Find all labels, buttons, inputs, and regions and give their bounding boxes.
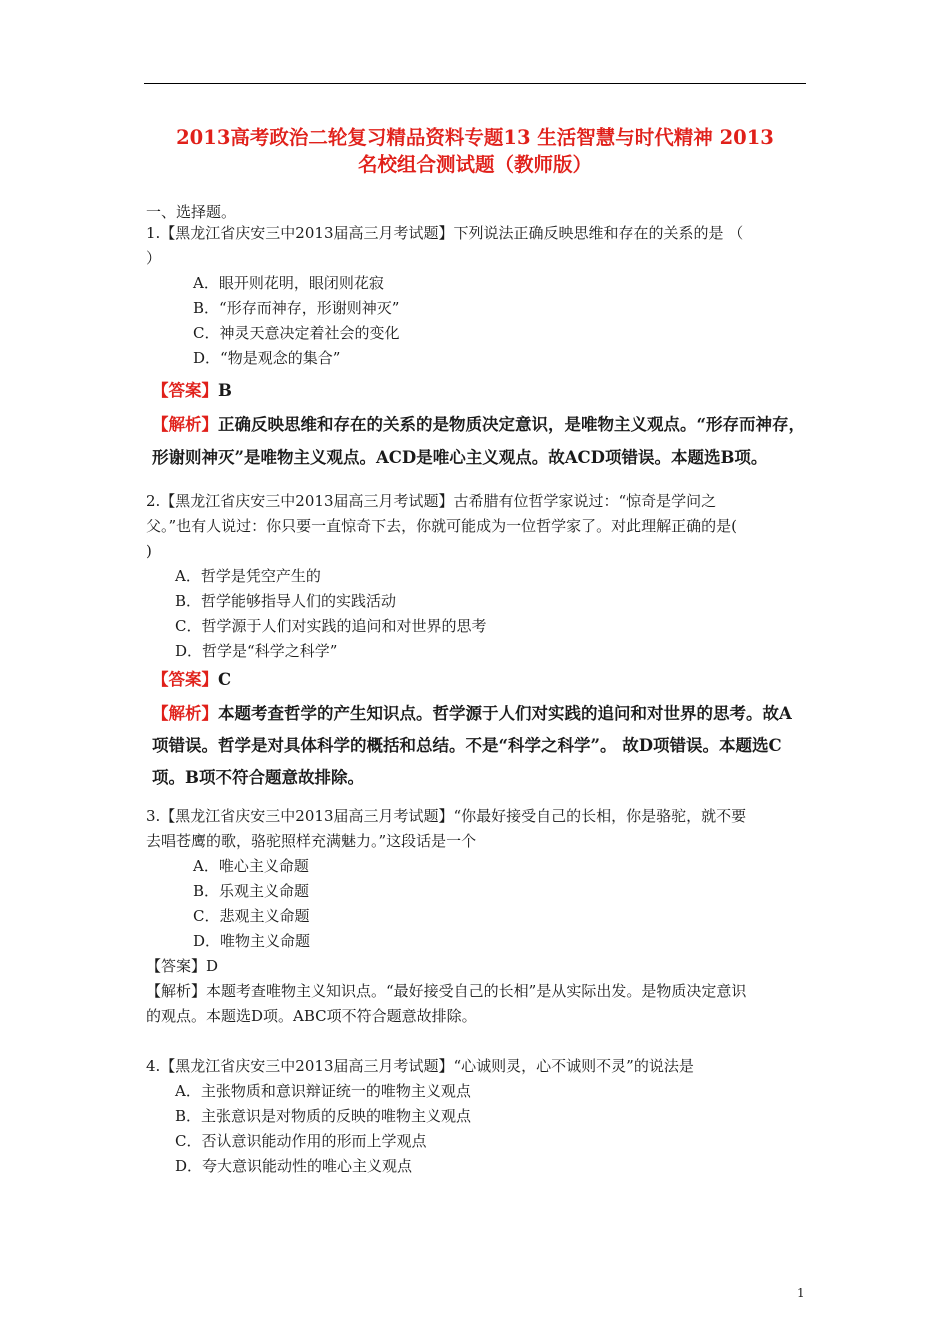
q4-option-c: C．否认意识能动作用的形而上学观点 [175,1132,427,1150]
q2-answer-value: C [218,670,232,689]
q3-option-d: D．唯物主义命题 [193,932,311,950]
q2-option-d: D．哲学是“科学之科学” [175,642,338,660]
q1-answer-value: B [218,381,232,400]
q2-analysis-line1 [152,704,792,724]
q1-analysis-line2: 形谢则神灭”是唯物主义观点。ACD是唯心主义观点。故ACD项错误。本题选B项。 [152,448,768,467]
section-heading: 一、选择题。 [146,203,237,221]
q1-answer-label: 【答案】 [152,381,218,400]
q2-answer [152,670,231,690]
q2-analysis-text1: 本题考查哲学的产生知识点。哲学源于人们对实践的追问和对世界的思考。故A [218,704,792,723]
q1-stem-line2: ） [146,249,162,267]
document-title [120,124,830,178]
title-line-1: 2013高考政治二轮复习精品资料专题13 生活智慧与时代精神 2013 [176,126,774,149]
q2-stem-line2: 父。”也有人说过：你只要一直惊奇下去，你就可能成为一位哲学家了。对此理解正确的是( [146,517,738,535]
header-rule [144,83,806,84]
q3-stem-line1: 3.【黑龙江省庆安三中2013届高三月考试题】“你最好接受自己的长相，你是骆驼，就不要 [146,807,747,825]
q3-answer: 【答案】D [146,957,219,975]
q2-stem-line3: ) [146,542,152,560]
q4-option-a: A．主张物质和意识辩证统一的唯物主义观点 [175,1082,471,1100]
q2-option-c: C．哲学源于人们对实践的追问和对世界的思考 [175,617,487,635]
q1-option-c: C．神灵天意决定着社会的变化 [193,324,400,342]
q4-stem-line1: 4.【黑龙江省庆安三中2013届高三月考试题】“心诚则灵，心不诚则不灵”的说法是 [146,1057,694,1075]
q1-analysis-text1: 正确反映思维和存在的关系的是物质决定意识，是唯物主义观点。“形存而神存， [218,415,805,434]
q3-stem-line2: 去唱苍鹰的歌，骆驼照样充满魅力。”这段话是一个 [146,832,477,850]
q4-option-b: B．主张意识是对物质的反映的唯物主义观点 [175,1107,472,1125]
q1-analysis-line1 [152,415,805,435]
q2-option-a: A．哲学是凭空产生的 [175,567,321,585]
q1-option-b: B．“形存而神存，形谢则神灭” [193,299,400,317]
q2-analysis-line2: 项错误。哲学是对具体科学的概括和总结。不是“科学之科学”。 故D项错误。本题选C [152,736,782,755]
q3-option-b: B．乐观主义命题 [193,882,310,900]
q1-stem-line1: 1.【黑龙江省庆安三中2013届高三月考试题】下列说法正确反映思维和存在的关系的是 （ [146,224,744,242]
q3-option-a: A．唯心主义命题 [193,857,309,875]
page-number: 1 [797,1286,805,1300]
q2-stem-line1: 2.【黑龙江省庆安三中2013届高三月考试题】古希腊有位哲学家说过：“惊奇是学问之 [146,492,717,510]
q1-analysis-label: 【解析】 [152,415,218,434]
title-line-2: 名校组合测试题（教师版） [357,153,592,176]
q4-option-d: D．夸大意识能动性的唯心主义观点 [175,1157,413,1175]
q3-option-c: C．悲观主义命题 [193,907,310,925]
q1-answer [152,381,232,401]
q2-answer-label: 【答案】 [152,670,218,689]
q1-option-d: D．“物是观念的集合” [193,349,341,367]
q3-analysis-line1: 【解析】本题考查唯物主义知识点。“最好接受自己的长相”是从实际出发。是物质决定意识 [146,982,747,1000]
q2-option-b: B．哲学能够指导人们的实践活动 [175,592,397,610]
q2-analysis-label: 【解析】 [152,704,218,723]
q3-analysis-line2: 的观点。本题选D项。ABC项不符合题意故排除。 [146,1007,477,1025]
q2-analysis-line3: 项。B项不符合题意故排除。 [152,768,364,787]
q1-option-a: A．眼开则花明，眼闭则花寂 [193,274,384,292]
